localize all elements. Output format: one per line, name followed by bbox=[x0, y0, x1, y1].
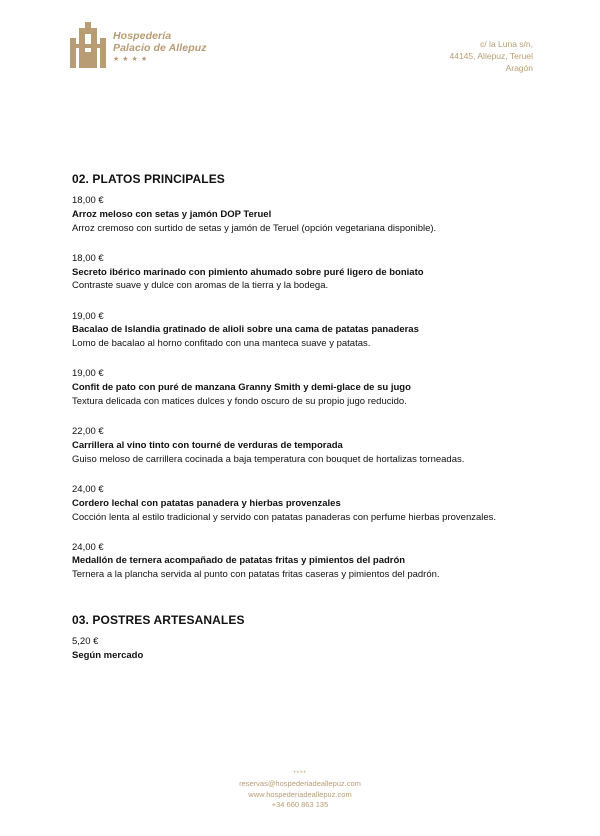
address-block bbox=[450, 38, 534, 75]
address-city: 44145, Allepuz, Teruel bbox=[449, 51, 533, 62]
menu-item bbox=[72, 483, 552, 524]
brand-name-line1: Hospedería bbox=[113, 30, 172, 42]
section-title: 03. POSTRES ARTESANALES bbox=[72, 613, 245, 627]
brand-name-line2: Palacio de Allepuz bbox=[113, 42, 207, 54]
menu-item-description: Contraste suave y dulce con aromas de la tierra y la bodega. bbox=[72, 280, 329, 292]
menu-item-price: 5,20 € bbox=[72, 636, 99, 647]
menu-item-name: Carrillera al vino tinto con tourné de verduras de temporada bbox=[72, 439, 343, 451]
menu-item bbox=[72, 635, 552, 663]
menu-item-name: Medallón de ternera acompañado de patatas fritas y pimientos del padrón bbox=[72, 555, 406, 567]
menu-item-description: Ternera a la plancha servida al punto con patatas fritas caseras y pimientos del padrón. bbox=[72, 569, 440, 581]
brand-stars: ★★★★ bbox=[113, 56, 151, 63]
menu-item-price: 19,00 € bbox=[72, 368, 104, 380]
footer-email[interactable]: reservas@hospederiadeallepuz.com bbox=[239, 779, 361, 789]
menu-item bbox=[72, 310, 552, 351]
menu-item-description: Cocción lenta al estilo tradicional y servido con patatas panaderas con perfume hierbas provenzales. bbox=[72, 511, 497, 523]
menu-item bbox=[72, 367, 552, 408]
menu-item-price: 24,00 € bbox=[72, 541, 104, 553]
menu-item-price: 18,00 € bbox=[72, 195, 104, 206]
menu-item-description: Guiso meloso de carrillera cocinada a baja temperatura con bouquet de hortalizas torneadas. bbox=[72, 453, 465, 465]
menu-item bbox=[72, 194, 552, 235]
footer-stars: **** bbox=[293, 771, 307, 777]
brand-logo bbox=[70, 22, 207, 68]
menu-item-description: Textura delicada con matices dulces y fondo oscuro de su propio jugo reducido. bbox=[72, 395, 407, 407]
address-street: c/ la Luna s/n, bbox=[480, 39, 533, 49]
menu-item bbox=[72, 541, 552, 582]
footer-phone: +34 660 863 135 bbox=[271, 800, 329, 810]
menu-item-name: Según mercado bbox=[72, 649, 144, 661]
menu-item-price: 19,00 € bbox=[72, 310, 104, 322]
menu-item-description: Arroz cremoso con surtido de setas y jamón de Teruel (opción vegetariana disponible). bbox=[72, 222, 437, 234]
menu-item-price: 24,00 € bbox=[72, 483, 104, 495]
section-platos-principales bbox=[72, 172, 552, 598]
address-region: Aragón bbox=[505, 63, 533, 74]
menu-item-name: Cordero lechal con patatas panadera y hierbas provenzales bbox=[72, 497, 341, 509]
menu-item-description: Lomo de bacalao al horno confitado con una manteca suave y patatas. bbox=[72, 338, 371, 350]
footer-website[interactable]: www.hospederiadeallepuz.com bbox=[248, 789, 352, 799]
section-postres-artesanales bbox=[72, 613, 552, 679]
footer-contact bbox=[0, 769, 600, 811]
menu-item-name: Secreto ibérico marinado con pimiento ahumado sobre puré ligero de boniato bbox=[72, 266, 424, 278]
section-title: 02. PLATOS PRINCIPALES bbox=[72, 172, 225, 186]
menu-item bbox=[72, 425, 552, 466]
menu-item-price: 22,00 € bbox=[72, 426, 104, 438]
menu-item-name: Confit de pato con puré de manzana Granny Smith y demi-glace de su jugo bbox=[72, 382, 411, 394]
menu-item bbox=[72, 252, 552, 293]
menu-item-name: Arroz meloso con setas y jamón DOP Teruel bbox=[72, 208, 272, 220]
palace-logo-icon bbox=[70, 22, 106, 68]
menu-item-price: 18,00 € bbox=[72, 252, 104, 264]
menu-item-name: Bacalao de Islandia gratinado de alioli sobre una cama de patatas panaderas bbox=[72, 324, 419, 336]
